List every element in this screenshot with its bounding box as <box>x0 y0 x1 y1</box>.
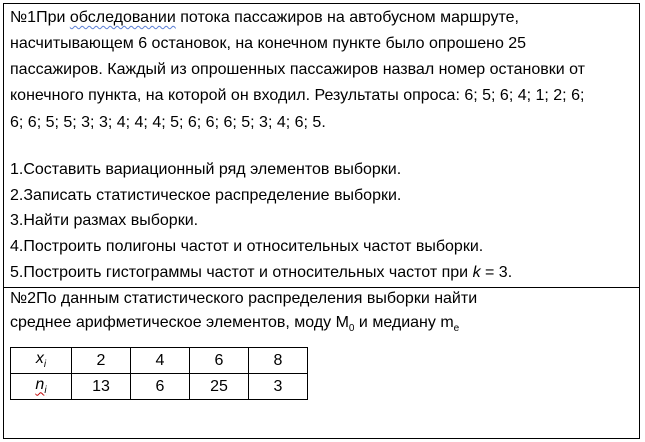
task1-item-3: 3.Найти размах выборки. <box>10 212 199 229</box>
task1-line-1: №1При обследовании потока пассажиров на автобусном маршруте, <box>10 9 519 26</box>
n-header-cell: $n_i$ <box>11 374 72 400</box>
task1-item-1: 1.Составить вариационный ряд элементов выборки. <box>10 161 402 178</box>
table-cell: 4 <box>131 348 190 374</box>
table-row <box>11 374 308 400</box>
distribution-table <box>10 347 308 400</box>
task1-line-5: 6; 6; 5; 5; 3; 3; 4; 4; 4; 5; 6; 6; 6; 5; 3; 4; 6; 5. <box>10 114 326 131</box>
table-cell: 8 <box>249 348 308 374</box>
x-header-cell: $x_i$ <box>11 348 72 374</box>
task2-line-1: №2По данным статистического распределения выборки найти <box>10 290 478 307</box>
task1-line-4: конечного пункта, на которой он входил. Результаты опроса: 6; 5; 6; 4; 1; 2; 6; <box>10 87 585 104</box>
table-row <box>11 348 308 374</box>
table-cell: 13 <box>72 374 131 400</box>
table-cell: 25 <box>190 374 249 400</box>
table-cell: 6 <box>131 374 190 400</box>
task1-item-4: 4.Построить полигоны частот и относительных частот выборки. <box>10 238 484 255</box>
task2-line-2: среднее арифметическое элементов, моду $М_0$ и медиану $m_e$ <box>10 314 460 335</box>
task1-line-3: пассажиров. Каждый из опрошенных пассажиров назвал номер остановки от <box>10 61 586 78</box>
task1-item-5: 5.Построить гистограммы частот и относительных частот при k = 3. <box>10 264 513 281</box>
task1-item-2: 2.Записать статистическое распределение выборки. <box>10 187 402 204</box>
task1-line-2: насчитывающем 6 остановок, на конечном пункте было опрошено 25 <box>10 35 527 52</box>
table-cell: 3 <box>249 374 308 400</box>
table-cell: 6 <box>190 348 249 374</box>
cell-divider <box>3 287 640 288</box>
table-cell: 2 <box>72 348 131 374</box>
